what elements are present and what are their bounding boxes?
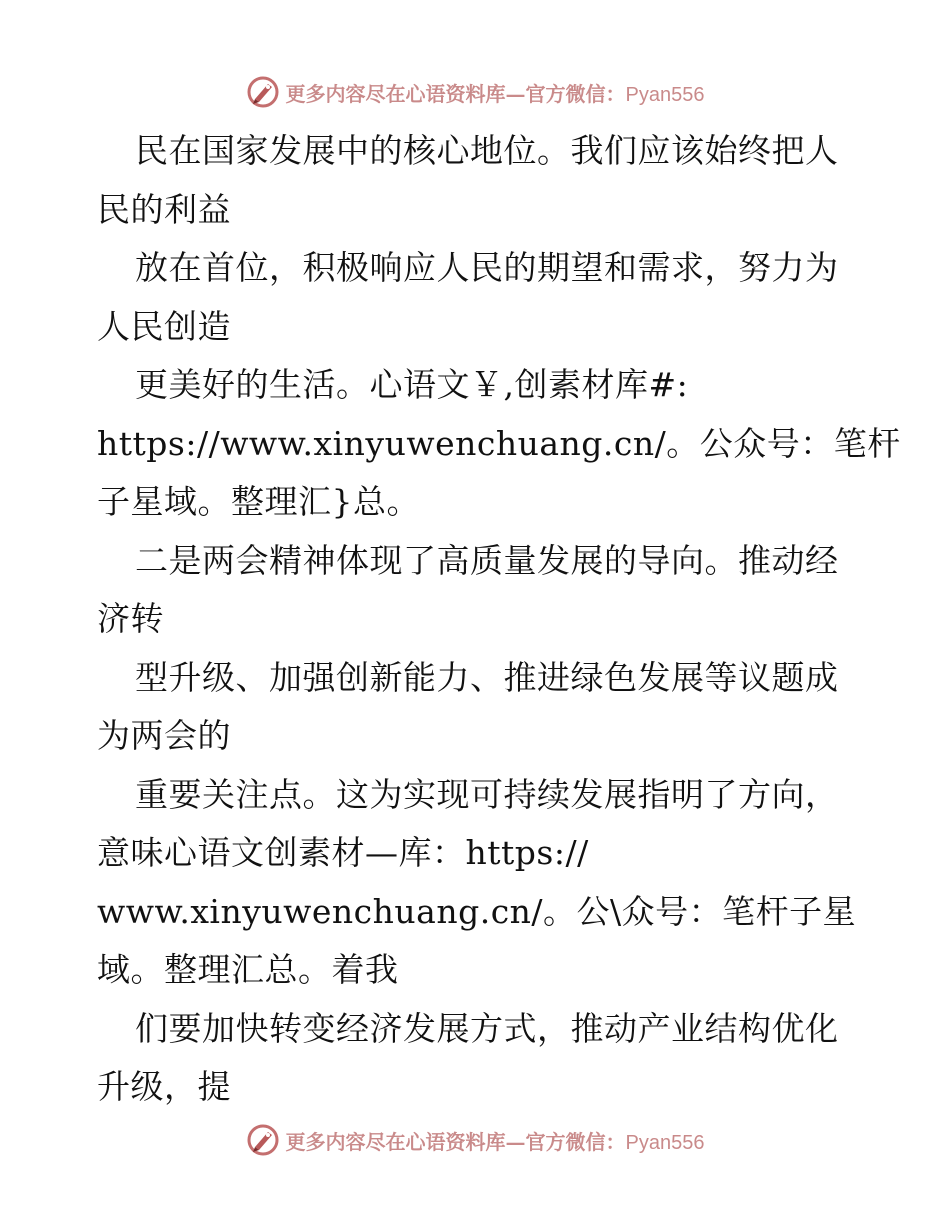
header-watermark [0,72,950,112]
text-line: 人民创造 [97,306,231,346]
text-line: 型升级、加强创新能力、推进绿色发展等议题成 [135,657,839,697]
text-line: 重要关注点。这为实现可持续发展指明了方向， [135,774,839,814]
text-line: 放在首位，积极响应人民的期望和需求，努力为 [135,248,839,287]
text-line: 们要加快转变经济发展方式，推动产业结构优化 [135,1008,839,1048]
text-line: www.xinyuwenchuang.cn/。公\众号：笔杆子星 [97,891,857,931]
text-line: https://www.xinyuwenchuang.cn/。公众号：笔杆 [97,423,901,463]
text-line: 升级，提 [97,1067,231,1106]
text-line: 意味心语文创素材—库：https:// [97,833,589,872]
text-line: 民的利益 [97,189,231,229]
pen-nib-circle-logo-icon [246,1123,280,1157]
text-line: 域。整理汇总。着我 [97,950,399,989]
text-line: 为两会的 [97,716,231,755]
footer-watermark [0,1120,950,1160]
text-line: 二是两会精神体现了高质量发展的导向。推动经 [135,540,839,580]
text-line: 更美好的生活。心语文￥,创素材库#: [135,365,689,404]
text-line: 子星域。整理汇}总。 [97,482,420,521]
pen-nib-circle-logo-icon [246,75,280,109]
text-line: 民在国家发展中的核心地位。我们应该始终把人 [135,131,839,170]
watermark-text: 更多内容尽在心语资料库—官方微信：Pyan556 [285,81,705,106]
text-line: 济转 [97,599,164,638]
document-body [97,122,901,1117]
watermark-text: 更多内容尽在心语资料库—官方微信：Pyan556 [285,1129,705,1154]
